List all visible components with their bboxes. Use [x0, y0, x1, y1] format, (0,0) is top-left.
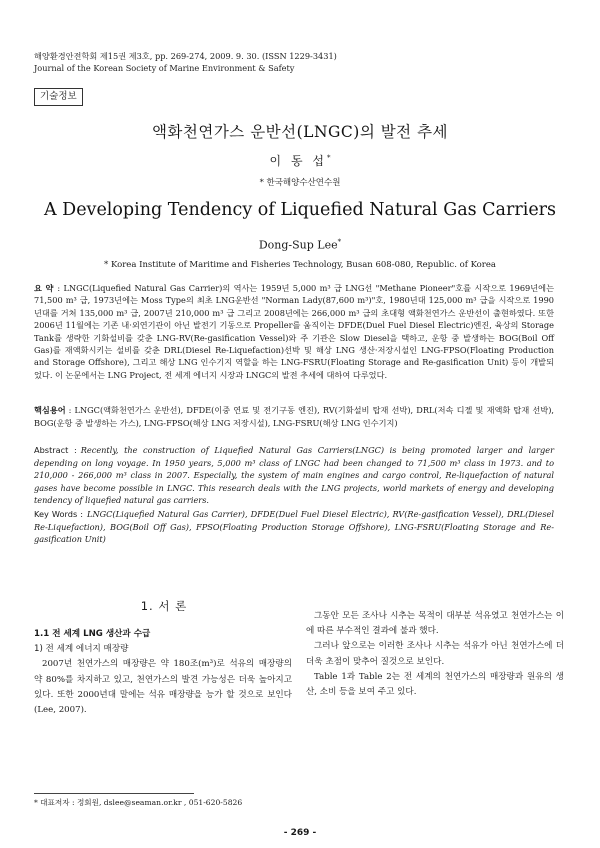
- korean-affiliation: * 한국해양수산연수원: [259, 178, 341, 188]
- korean-author-mark: *: [326, 154, 331, 162]
- english-keywords-label: Key Words :: [34, 509, 84, 519]
- category-badge: 기술정보: [34, 88, 83, 106]
- right-column: [306, 609, 564, 700]
- english-abstract-text: Recently, the construction of Liquefied Natural Gas Carriers(LNGC) is being promoted larger and larger depending on long voyage. In 1950 years, 5,000 m³ class of LNGC had been changed to 71,500 m³ class in 1973. and to 210,000 - 266,000 m³ class in 2007. Especially, the system of main engines and cargo control, Re-liquefaction of natural gases have become possible in LNGC. This research deals with the LNG projects, world markets of energy and developing tendency of liquefied natural gas carriers.: [34, 445, 555, 506]
- english-abstract-label: Abstract :: [34, 445, 77, 455]
- footnote-divider: [34, 793, 194, 794]
- body-paragraph: 그러나 앞으로는 이러한 조사나 시추는 석유가 아닌 천연가스에 더더욱 초점이 맞추어 질것으로 보인다.: [306, 641, 564, 667]
- korean-author: [0, 152, 600, 169]
- subsection-heading: 1.1 전 세계 LNG 생산과 수급: [34, 629, 151, 639]
- english-affiliation: * Korea Institute of Maritime and Fisheries Technology, Busan 608-080, Republic. of Korea: [104, 260, 496, 270]
- korean-keywords: [34, 404, 554, 430]
- subsubsection-heading: 1) 전 세계 에너지 매장량: [34, 644, 129, 655]
- journal-name: Journal of the Korean Society of Marine Environment & Safety: [34, 63, 295, 73]
- journal-header: [34, 50, 554, 74]
- english-abstract: [34, 444, 554, 507]
- korean-keywords-text: : LNGC(액화천연가스 운반선), DFDE(이중 연료 및 전기구동 엔진), RV(기화설비 탑재 선박), DRL(저속 디젤 및 재액화 탑재 선박), BOG(운항 중 발생하는 가스), LNG-FPSO(해상 LNG 저장시설), LNG-FSRU(해상 LNG 인수기지): [34, 405, 554, 428]
- body-paragraph: 그동안 모든 조사나 시추는 목적이 대부분 석유였고 천연가스는 이에 따른 부수적인 결과에 불과 했다.: [306, 611, 564, 637]
- body-paragraph: 2007년 천연가스의 매장량은 약 180조(m³)로 석유의 매장량의 약 80%를 차지하고 있고, 천연가스의 발견 가능성은 더욱 높아지고 있다. 또한 2000년대 말에는 석유 매장량을 능가 할 것으로 보인다(Lee, 2007).: [34, 659, 292, 716]
- english-title: A Developing Tendency of Liquefied Natural Gas Carriers: [43, 200, 557, 220]
- page-number: - 269 -: [283, 828, 317, 838]
- korean-abstract-text: : LNGC(Liquefied Natural Gas Carrier)의 역사는 1959년 5,000 m³ 급 LNG선 "Methane Pioneer"호를 시작으로 1969년에는 71,500 m³ 급, 1973년에는 Moss Type의 최초 LNG운반선 "Norman Lady(87,600 m³)"호, 1980년대 125,000 m³ 급을 시작으로 1990년대를 거쳐 135,000 m³ 급, 2007년 210,000 m³ 급 그리고 2008년에는 266,000 m³ 급의 초대형 액화천연가스 운반선이 출현하였다. 또한 2006년 11월에는 기존 내·외연기관이 아닌 발전기 기동으로 Propeller를 움직이는 DFDE(Duel Fuel Diesel Electric)엔진, 육상의 Storage Tank를 생략한 기화설비를 갖춘 LNG-RV(Re-gasification Vessel)와 주 기관은 Slow Diesel을 택하고, 운항 중 발생하는 BOG(Boil Off Gas)를 재액화시키는 설비를 갖춘 DRL(Diesel Re-Liquefaction)선박 및 해상 LNG 생산·저장시설인 LNG-FPSO(Floating Production and Storage Offshore), 그리고 해상 LNG 인수기지 역할을 하는 LNG-FSRU(Floating Storage and Re-gasification Unit) 등이 개발되었다. 이 논문에서는 LNG Project, 전 세계 에너지 시장과 LNGC의 발전 추세에 대하여 다루었다.: [34, 283, 554, 380]
- english-keywords-text: LNGC(Liquefied Natural Gas Carrier), DFDE(Duel Fuel Diesel Electric), RV(Re-gasification Vessel), DRL(Diesel Re-Liquefaction), BOG(Boil Off Gas), FPSO(Floating Production Storage Offshore), LNG-FSRU(Floating Storage and Re-gasification Unit): [34, 509, 555, 545]
- korean-abstract: [34, 282, 554, 381]
- english-author-name: Dong-Sup Lee: [258, 238, 338, 252]
- english-author: [0, 238, 600, 252]
- left-column: [34, 627, 292, 718]
- korean-keywords-label: 핵심용어: [34, 405, 66, 415]
- english-author-mark: *: [337, 238, 342, 246]
- korean-abstract-label: 요 약: [34, 283, 54, 293]
- korean-author-name: 이 동 섭: [269, 154, 327, 168]
- journal-citation: 해양환경안전학회 제15권 제3호, pp. 269-274, 2009. 9. 30. (ISSN 1229-3431): [34, 51, 337, 61]
- footnote: * 대표저자 : 정회원, dslee@seaman.or.kr , 051-620-5826: [34, 798, 243, 807]
- english-keywords: [34, 508, 554, 546]
- body-paragraph: Table 1과 Table 2는 전 세계의 천연가스의 매장량과 원유의 생산, 소비 등을 보여 주고 있다.: [306, 671, 564, 698]
- korean-title: 액화천연가스 운반선(LNGC)의 발전 추세: [151, 123, 449, 141]
- section-heading: 1. 서 론: [140, 599, 188, 613]
